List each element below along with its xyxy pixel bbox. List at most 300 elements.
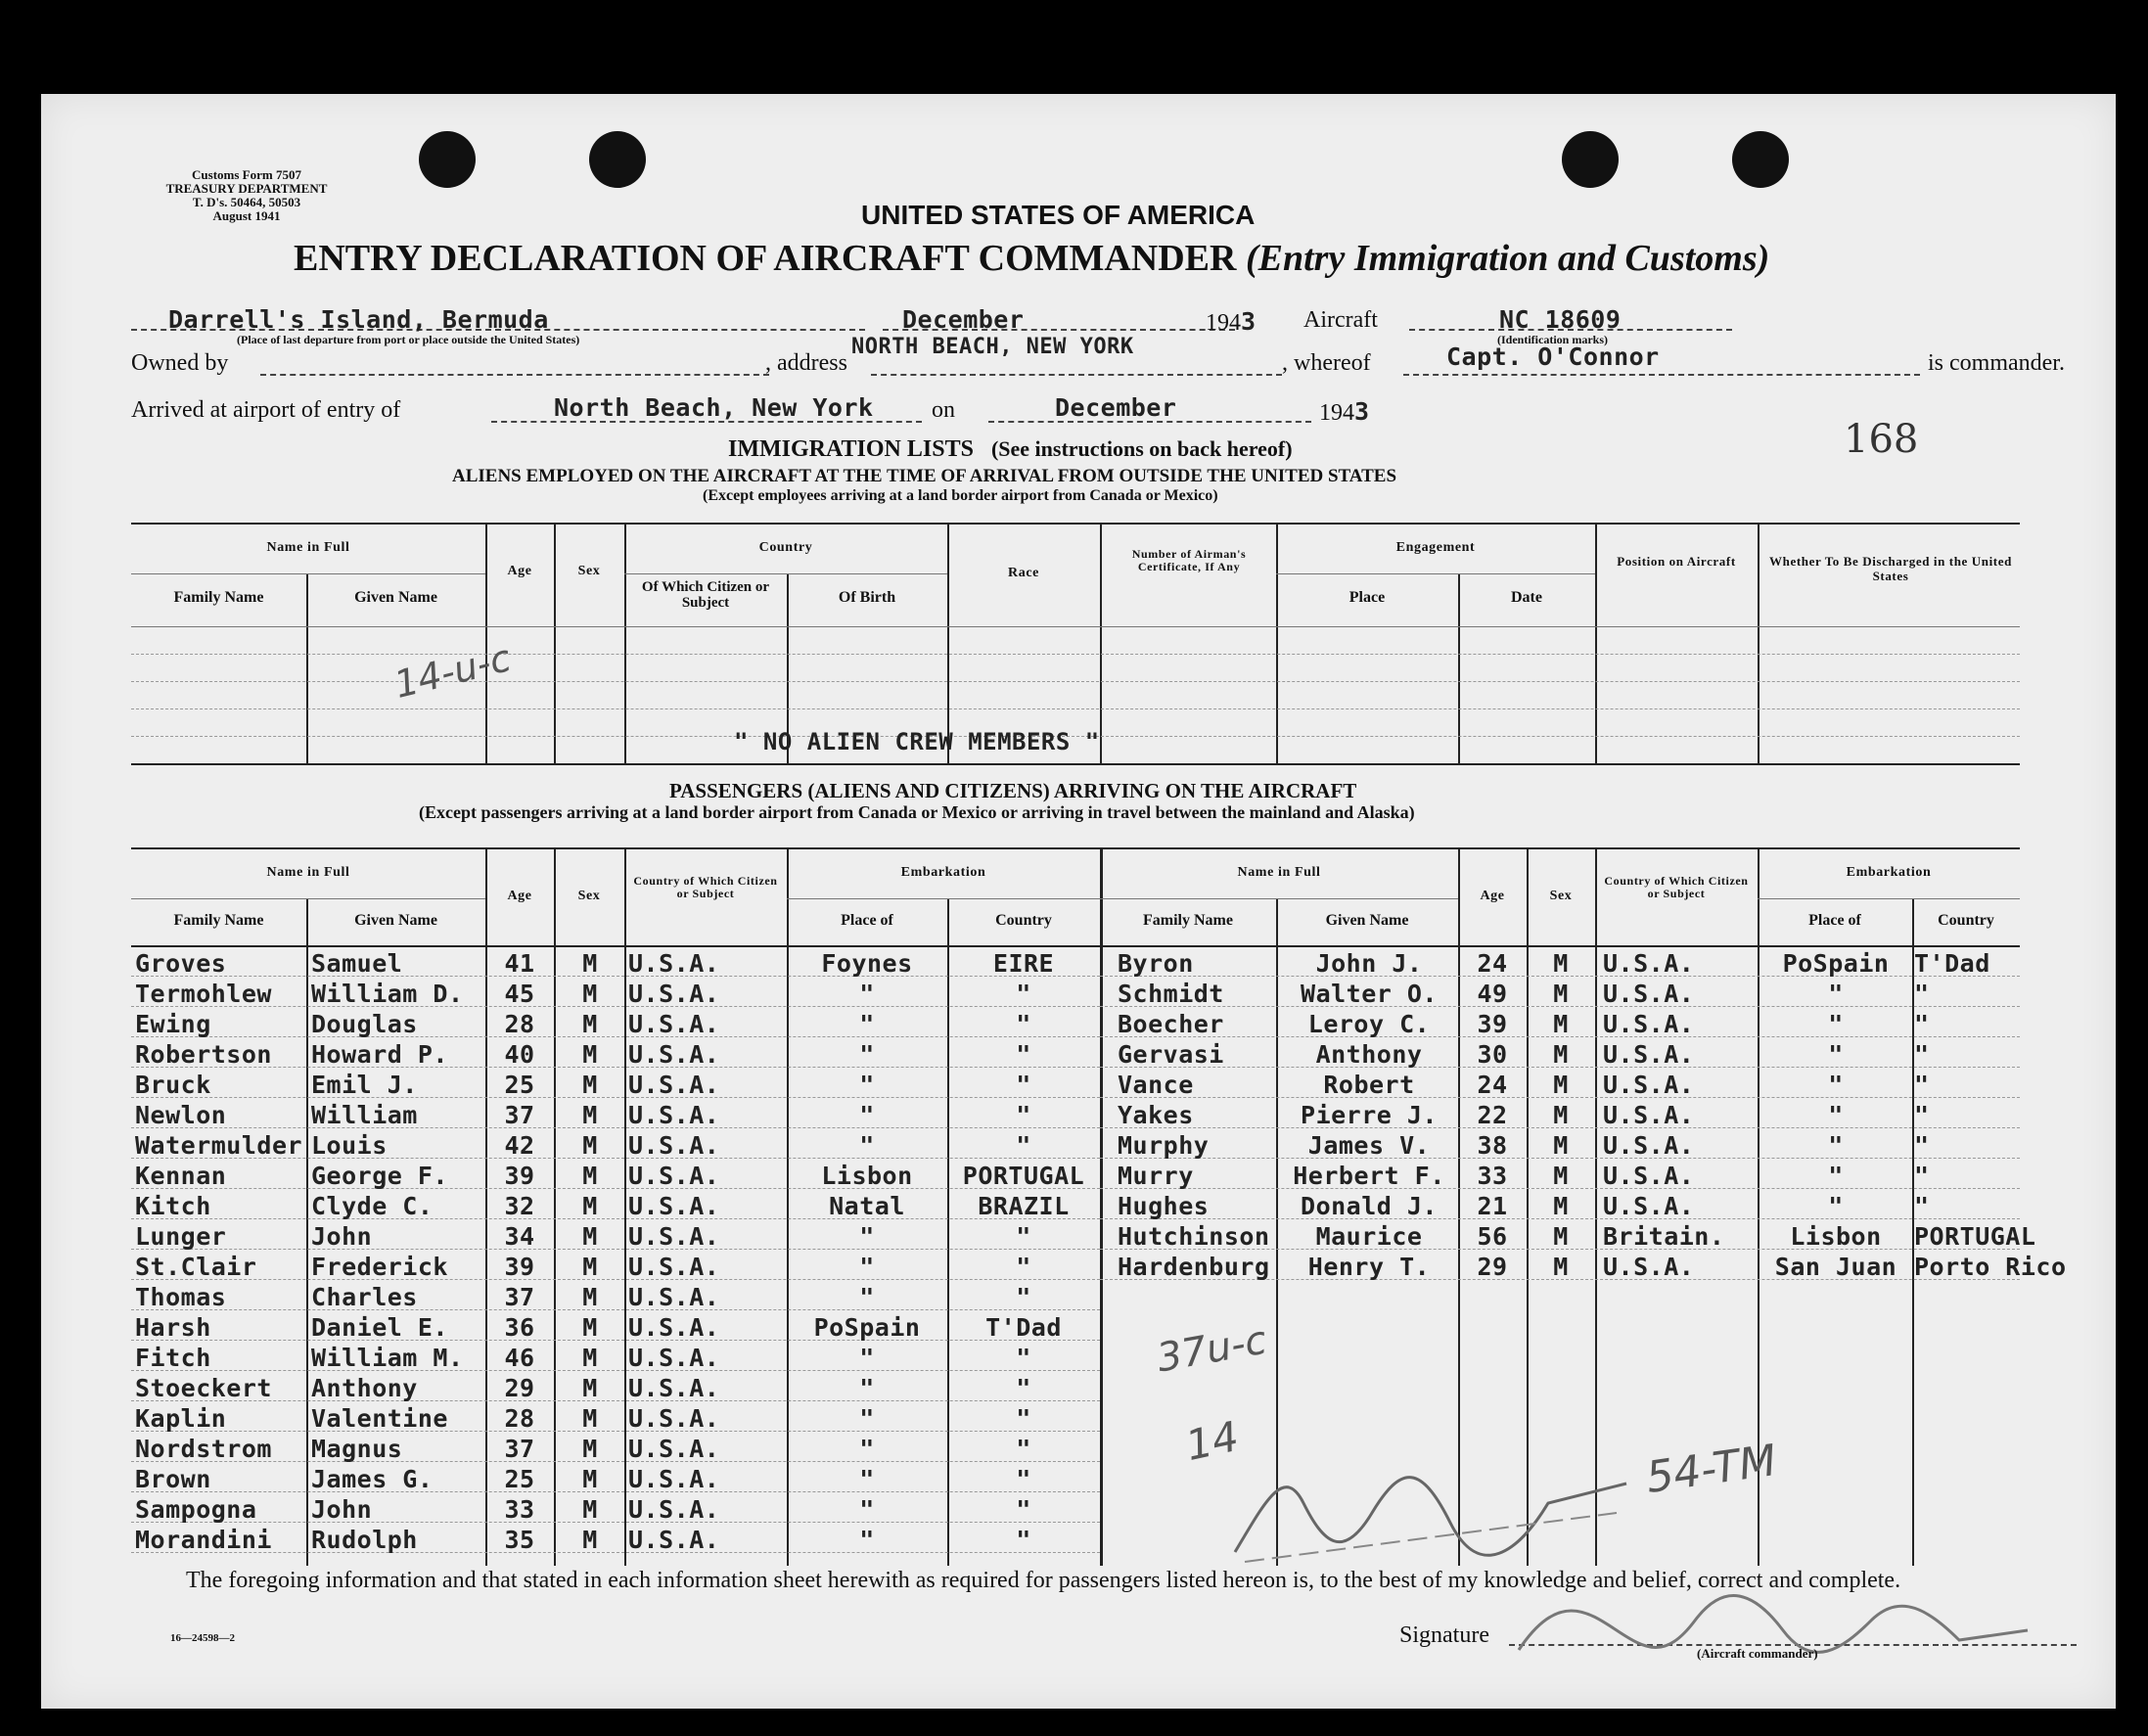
passenger-age: 24 <box>1477 949 1508 978</box>
passenger-citizen: U.S.A. <box>628 1526 720 1554</box>
passenger-country: " <box>1914 1040 1930 1069</box>
handwritten-note-time: 54-TM <box>1643 1435 1780 1504</box>
passenger-citizen: U.S.A. <box>1603 980 1695 1008</box>
handwritten-scribble <box>1225 1444 1636 1572</box>
pax-col-family: Family Name <box>173 912 264 929</box>
passenger-place: " <box>1828 1131 1844 1160</box>
passenger-family: Kaplin <box>135 1404 227 1433</box>
passenger-place: " <box>859 1253 875 1281</box>
crew-col-date: Date <box>1511 589 1542 606</box>
passenger-place: " <box>1828 1040 1844 1069</box>
passenger-age: 42 <box>504 1131 535 1160</box>
passenger-age: 33 <box>504 1495 535 1524</box>
pax-col-embarkation: Embarkation <box>900 865 986 880</box>
aircraft-label: Aircraft <box>1303 307 1378 333</box>
passenger-given: Daniel E. <box>311 1313 448 1342</box>
arrived-label: Arrived at airport of entry of <box>131 397 401 423</box>
passenger-citizen: U.S.A. <box>628 1435 720 1463</box>
passenger-place: " <box>859 1495 875 1524</box>
passenger-given: William M. <box>311 1344 464 1372</box>
pax-col-name-in-full: Name in Full <box>266 865 350 880</box>
passenger-country: " <box>1016 1526 1031 1554</box>
passenger-given: Leroy C. <box>1307 1010 1431 1038</box>
punch-hole <box>589 131 646 188</box>
passenger-country: " <box>1016 1495 1031 1524</box>
passenger-age: 28 <box>504 1010 535 1038</box>
punch-hole <box>1562 131 1619 188</box>
passenger-place: San Juan <box>1774 1253 1897 1281</box>
page-number: 168 <box>1844 417 1919 462</box>
passenger-family: Termohlew <box>135 980 272 1008</box>
passenger-country: " <box>1016 1374 1031 1402</box>
departure-year <box>1206 307 1257 337</box>
passenger-given: James G. <box>311 1465 434 1493</box>
crew-col-given: Given Name <box>354 589 437 606</box>
passenger-place: " <box>859 1131 875 1160</box>
passenger-citizen: U.S.A. <box>1603 1253 1695 1281</box>
passenger-citizen: U.S.A. <box>628 1465 720 1493</box>
year-prefix: 194 <box>1206 310 1241 336</box>
passenger-country: PORTUGAL <box>962 1162 1085 1190</box>
passenger-age: 37 <box>504 1283 535 1311</box>
passenger-country: " <box>1914 1101 1930 1129</box>
passenger-family: Fitch <box>135 1344 211 1372</box>
address-value: NORTH BEACH, NEW YORK <box>851 335 1134 359</box>
passenger-given: George F. <box>311 1162 448 1190</box>
form-title <box>294 237 1769 280</box>
passenger-family: Brown <box>135 1465 211 1493</box>
passenger-sex: M <box>582 1192 598 1220</box>
passenger-given: Charles <box>311 1283 418 1311</box>
passenger-given: Emil J. <box>311 1071 418 1099</box>
passenger-country: " <box>1016 980 1031 1008</box>
passenger-family: Hardenburg <box>1118 1253 1270 1281</box>
passenger-age: 49 <box>1477 980 1508 1008</box>
passenger-place: " <box>859 980 875 1008</box>
passenger-country: BRAZIL <box>978 1192 1070 1220</box>
passenger-age: 25 <box>504 1071 535 1099</box>
passenger-given: Maurice <box>1315 1222 1423 1251</box>
passenger-country: " <box>1016 1040 1031 1069</box>
passenger-place: " <box>1828 980 1844 1008</box>
signature-caption: (Aircraft commander) <box>1697 1646 1818 1661</box>
passenger-given: John <box>311 1495 373 1524</box>
passenger-country: EIRE <box>992 949 1055 978</box>
passenger-age: 22 <box>1477 1101 1508 1129</box>
passenger-citizen: Britain. <box>1603 1222 1725 1251</box>
passenger-age: 33 <box>1477 1162 1508 1190</box>
passenger-family: St.Clair <box>135 1253 257 1281</box>
passenger-place: " <box>859 1435 875 1463</box>
passenger-family: Nordstrom <box>135 1435 272 1463</box>
passenger-sex: M <box>582 1495 598 1524</box>
pax-col-sex: Sex <box>577 889 601 903</box>
immigration-heading <box>728 436 1293 463</box>
passenger-place: " <box>859 1374 875 1402</box>
passenger-place: Natal <box>829 1192 905 1220</box>
passenger-family: Groves <box>135 949 227 978</box>
passenger-citizen: U.S.A. <box>628 1495 720 1524</box>
passenger-citizen: U.S.A. <box>628 1192 720 1220</box>
passenger-sex: M <box>582 1131 598 1160</box>
form-number: Customs Form 7507 <box>192 167 301 182</box>
aliens-title: ALIENS EMPLOYED ON THE AIRCRAFT AT THE TIME OF ARRIVAL FROM OUTSIDE THE UNITED STATES <box>452 466 1397 486</box>
pax-col-name-in-full-right: Name in Full <box>1237 865 1321 880</box>
departure-month: December <box>902 305 1025 334</box>
passenger-family: Schmidt <box>1118 980 1224 1008</box>
passenger-country: " <box>1914 980 1930 1008</box>
is-commander-label: is commander. <box>1928 350 2065 376</box>
passenger-given: John J. <box>1315 949 1423 978</box>
passenger-place: " <box>859 1010 875 1038</box>
arrival-year-prefix: 194 <box>1319 400 1354 426</box>
passenger-sex: M <box>582 1404 598 1433</box>
passenger-age: 37 <box>504 1101 535 1129</box>
passenger-family: Byron <box>1118 949 1194 978</box>
passenger-sex: M <box>1553 980 1569 1008</box>
passenger-country: " <box>1016 1222 1031 1251</box>
passenger-family: Morandini <box>135 1526 272 1554</box>
passenger-sex: M <box>582 1222 598 1251</box>
passenger-citizen: U.S.A. <box>1603 1040 1695 1069</box>
passenger-age: 29 <box>504 1374 535 1402</box>
handwritten-note-count: 37u-c <box>1153 1317 1270 1382</box>
passenger-age: 34 <box>504 1222 535 1251</box>
immigration-instructions: (See instructions on back hereof) <box>990 436 1293 461</box>
passenger-place: PoSpain <box>1782 949 1890 978</box>
passenger-given: Louis <box>311 1131 388 1160</box>
crew-col-name-in-full: Name in Full <box>266 540 350 555</box>
pax-col-sex-right: Sex <box>1549 889 1573 903</box>
crew-col-discharged: Whether To Be Discharged in the United States <box>1769 554 2012 583</box>
passenger-citizen: U.S.A. <box>628 1071 720 1099</box>
print-code: 16—24598—2 <box>170 1632 235 1644</box>
commander-name: Capt. O'Connor <box>1446 343 1660 371</box>
passenger-place: " <box>859 1071 875 1099</box>
passenger-country: T'Dad <box>1914 949 1990 978</box>
passenger-sex: M <box>582 1344 598 1372</box>
form-title-italic: (Entry Immigration and Customs) <box>1245 238 1770 279</box>
passenger-country: " <box>1914 1071 1930 1099</box>
passenger-age: 37 <box>504 1435 535 1463</box>
passenger-citizen: U.S.A. <box>1603 1101 1695 1129</box>
passenger-age: 21 <box>1477 1192 1508 1220</box>
passenger-citizen: U.S.A. <box>628 1010 720 1038</box>
passenger-given: Valentine <box>311 1404 448 1433</box>
passenger-sex: M <box>582 1435 598 1463</box>
passenger-citizen: U.S.A. <box>628 1283 720 1311</box>
pax-col-family-right: Family Name <box>1143 912 1233 929</box>
handwritten-note-14: 14 <box>1181 1411 1243 1471</box>
passenger-place: " <box>1828 1162 1844 1190</box>
passenger-sex: M <box>582 1071 598 1099</box>
passenger-country: " <box>1016 1404 1031 1433</box>
pax-col-age-right: Age <box>1480 889 1505 903</box>
passenger-sex: M <box>582 1101 598 1129</box>
crew-col-age: Age <box>507 564 532 578</box>
passenger-country: " <box>1016 1283 1031 1311</box>
passenger-age: 56 <box>1477 1222 1508 1251</box>
crew-col-cert: Number of Airman's Certificate, If Any <box>1131 547 1247 573</box>
crew-col-engagement: Engagement <box>1395 540 1476 555</box>
passenger-family: Harsh <box>135 1313 211 1342</box>
passenger-citizen: U.S.A. <box>628 980 720 1008</box>
passenger-family: Murphy <box>1118 1131 1210 1160</box>
signature-label: Signature <box>1399 1622 1489 1648</box>
passenger-given: Clyde C. <box>311 1192 434 1220</box>
passenger-family: Thomas <box>135 1283 227 1311</box>
passenger-given: Henry T. <box>1307 1253 1431 1281</box>
passenger-place: " <box>859 1526 875 1554</box>
pax-col-place: Place of <box>841 912 893 929</box>
passenger-family: Hutchinson <box>1118 1222 1270 1251</box>
passenger-sex: M <box>1553 1071 1569 1099</box>
passenger-family: Newlon <box>135 1101 227 1129</box>
form-td: T. D's. 50464, 50503 <box>192 195 301 209</box>
passenger-given: Howard P. <box>311 1040 448 1069</box>
passenger-country: " <box>1016 1435 1031 1463</box>
passenger-age: 46 <box>504 1344 535 1372</box>
passengers-title-text: PASSENGERS (ALIENS AND CITIZENS) ARRIVING ON THE AIRCRAFT <box>669 779 1357 802</box>
passenger-citizen: U.S.A. <box>628 1040 720 1069</box>
passenger-family: Lunger <box>135 1222 227 1251</box>
passenger-place: PoSpain <box>813 1313 921 1342</box>
crew-col-position: Position on Aircraft <box>1617 554 1736 569</box>
form-department: TREASURY DEPARTMENT <box>165 181 328 196</box>
passenger-given: Frederick <box>311 1253 448 1281</box>
passenger-citizen: U.S.A. <box>628 1344 720 1372</box>
passenger-place: Lisbon <box>821 1162 913 1190</box>
passenger-citizen: U.S.A. <box>1603 1071 1695 1099</box>
passenger-sex: M <box>1553 1253 1569 1281</box>
year-digit: 3 <box>1241 307 1257 336</box>
passenger-age: 40 <box>504 1040 535 1069</box>
passenger-family: Sampogna <box>135 1495 257 1524</box>
id-caption: (Identification marks) <box>1497 333 1608 346</box>
passenger-sex: M <box>582 1313 598 1342</box>
passenger-given: Walter O. <box>1301 980 1438 1008</box>
passenger-citizen: U.S.A. <box>628 1101 720 1129</box>
passenger-family: Robertson <box>135 1040 272 1069</box>
passenger-family: Murry <box>1118 1162 1194 1190</box>
passenger-given: Samuel <box>311 949 403 978</box>
passenger-sex: M <box>582 1253 598 1281</box>
crew-col-birth: Of Birth <box>838 589 896 606</box>
arrival-month: December <box>1055 393 1177 422</box>
crew-col-place: Place <box>1348 589 1386 606</box>
passenger-country: PORTUGAL <box>1914 1222 2036 1251</box>
passenger-family: Vance <box>1118 1071 1194 1099</box>
pax-col-given: Given Name <box>354 912 437 929</box>
passenger-given: Anthony <box>1315 1040 1423 1069</box>
passengers-title <box>669 779 1356 803</box>
passenger-place: " <box>1828 1101 1844 1129</box>
crew-col-race: Race <box>1008 566 1039 580</box>
passenger-age: 25 <box>504 1465 535 1493</box>
pax-col-country2: Country <box>995 912 1052 929</box>
pax-col-country2-right: Country <box>1938 912 1994 929</box>
passenger-place: " <box>1828 1010 1844 1038</box>
form-id-block <box>159 168 335 223</box>
passenger-family: Hughes <box>1118 1192 1210 1220</box>
passenger-place: " <box>859 1344 875 1372</box>
passenger-country: " <box>1016 1071 1031 1099</box>
passenger-sex: M <box>582 1526 598 1554</box>
crew-col-sex: Sex <box>577 564 601 578</box>
crew-col-country: Country <box>758 540 813 555</box>
passenger-citizen: U.S.A. <box>628 1131 720 1160</box>
passenger-country: Porto Rico <box>1914 1253 2067 1281</box>
passenger-sex: M <box>1553 1222 1569 1251</box>
passenger-sex: M <box>1553 1131 1569 1160</box>
passenger-citizen: U.S.A. <box>1603 1192 1695 1220</box>
passenger-age: 30 <box>1477 1040 1508 1069</box>
passenger-citizen: U.S.A. <box>628 1162 720 1190</box>
aircraft-id: NC 18609 <box>1499 305 1622 334</box>
passenger-sex: M <box>582 1010 598 1038</box>
passenger-age: 39 <box>504 1253 535 1281</box>
passenger-place: Lisbon <box>1790 1222 1882 1251</box>
passenger-place: " <box>859 1404 875 1433</box>
passenger-given: Anthony <box>311 1374 418 1402</box>
passenger-sex: M <box>582 1283 598 1311</box>
passenger-given: William <box>311 1101 418 1129</box>
passenger-country: " <box>1016 1344 1031 1372</box>
passenger-sex: M <box>582 1465 598 1493</box>
passenger-family: Yakes <box>1118 1101 1194 1129</box>
passenger-family: Bruck <box>135 1071 211 1099</box>
passengers-subtitle: (Except passengers arriving at a land border airport from Canada or Mexico or arriving in travel between the mainland and Alaska) <box>419 802 1415 822</box>
crew-col-citizen: Of Which Citizen or Subject <box>641 579 770 611</box>
passenger-citizen: U.S.A. <box>1603 1010 1695 1038</box>
passenger-place: " <box>859 1040 875 1069</box>
passenger-place: " <box>859 1222 875 1251</box>
pax-col-given-right: Given Name <box>1325 912 1409 929</box>
passenger-citizen: U.S.A. <box>628 1404 720 1433</box>
passenger-citizen: U.S.A. <box>628 1253 720 1281</box>
passenger-given: Magnus <box>311 1435 403 1463</box>
declaration-statement: The foregoing information and that stated in each information sheet herewith as required for passengers listed hereon is, to the best of my knowledge and belief, correct and complete. <box>186 1568 1901 1593</box>
passenger-age: 36 <box>504 1313 535 1342</box>
passenger-given: Douglas <box>311 1010 418 1038</box>
passenger-family: Boecher <box>1118 1010 1224 1038</box>
arrival-airport: North Beach, New York <box>554 393 874 422</box>
pax-col-age: Age <box>507 889 532 903</box>
passenger-sex: M <box>582 1040 598 1069</box>
passenger-citizen: U.S.A. <box>628 1374 720 1402</box>
pax-col-embarkation-right: Embarkation <box>1846 865 1932 880</box>
passenger-sex: M <box>1553 949 1569 978</box>
address-label: , address <box>765 350 847 376</box>
passenger-sex: M <box>1553 1192 1569 1220</box>
passenger-citizen: U.S.A. <box>628 949 720 978</box>
passenger-given: John <box>311 1222 373 1251</box>
passenger-sex: M <box>582 1162 598 1190</box>
passenger-family: Ewing <box>135 1010 211 1038</box>
passenger-family: Watermulder <box>135 1131 303 1160</box>
passenger-sex: M <box>1553 1101 1569 1129</box>
passenger-age: 32 <box>504 1192 535 1220</box>
departure-caption: (Place of last departure from port or place outside the United States) <box>237 333 580 346</box>
passenger-sex: M <box>582 1374 598 1402</box>
passenger-age: 35 <box>504 1526 535 1554</box>
passenger-given: Robert <box>1323 1071 1415 1099</box>
punch-hole <box>419 131 476 188</box>
passenger-country: T'Dad <box>985 1313 1062 1342</box>
passenger-age: 39 <box>1477 1010 1508 1038</box>
passenger-sex: M <box>1553 1162 1569 1190</box>
passenger-country: " <box>1914 1192 1930 1220</box>
pax-col-place-right: Place of <box>1808 912 1861 929</box>
passenger-family: Stoeckert <box>135 1374 272 1402</box>
on-label: on <box>932 397 955 423</box>
arrival-year <box>1319 397 1370 427</box>
passenger-place: " <box>1828 1192 1844 1220</box>
pax-col-country: Country of Which Citizen or Subject <box>633 874 778 900</box>
form-date: August 1941 <box>212 208 281 223</box>
passenger-age: 45 <box>504 980 535 1008</box>
whereof-label: , whereof <box>1282 350 1371 376</box>
immigration-title: IMMIGRATION LISTS <box>728 436 974 462</box>
country-heading: UNITED STATES OF AMERICA <box>861 200 1256 230</box>
passenger-given: Herbert F. <box>1293 1162 1445 1190</box>
passenger-citizen: U.S.A. <box>1603 1162 1695 1190</box>
passenger-place: " <box>859 1465 875 1493</box>
owned-by-label: Owned by <box>131 350 229 376</box>
passenger-sex: M <box>582 949 598 978</box>
passenger-given: Donald J. <box>1301 1192 1438 1220</box>
passenger-age: 39 <box>504 1162 535 1190</box>
passenger-place: " <box>1828 1071 1844 1099</box>
passenger-country: " <box>1016 1465 1031 1493</box>
passenger-country: " <box>1914 1162 1930 1190</box>
passenger-country: " <box>1914 1010 1930 1038</box>
passenger-age: 38 <box>1477 1131 1508 1160</box>
passenger-place: " <box>859 1283 875 1311</box>
passenger-sex: M <box>582 980 598 1008</box>
document-sheet <box>41 94 2116 1709</box>
passenger-age: 41 <box>504 949 535 978</box>
passenger-country: " <box>1914 1131 1930 1160</box>
passenger-age: 24 <box>1477 1071 1508 1099</box>
no-alien-crew-note: " NO ALIEN CREW MEMBERS " <box>734 728 1100 755</box>
arrival-year-digit: 3 <box>1354 397 1370 426</box>
passenger-sex: M <box>1553 1040 1569 1069</box>
passenger-family: Gervasi <box>1118 1040 1224 1069</box>
passenger-sex: M <box>1553 1010 1569 1038</box>
handwritten-crew-note: 14-u-c <box>389 636 516 707</box>
passenger-given: James V. <box>1307 1131 1431 1160</box>
passenger-country: " <box>1016 1010 1031 1038</box>
passenger-citizen: U.S.A. <box>628 1222 720 1251</box>
passenger-given: Rudolph <box>311 1526 418 1554</box>
passenger-place: Foynes <box>821 949 913 978</box>
passenger-given: Pierre J. <box>1301 1101 1438 1129</box>
crew-col-family: Family Name <box>173 589 264 606</box>
pax-col-country-right: Country of Which Citizen or Subject <box>1604 874 1749 900</box>
passenger-citizen: U.S.A. <box>1603 1131 1695 1160</box>
passenger-citizen: U.S.A. <box>1603 949 1695 978</box>
passenger-place: " <box>859 1101 875 1129</box>
passenger-family: Kitch <box>135 1192 211 1220</box>
aliens-subtitle: (Except employees arriving at a land border airport from Canada or Mexico) <box>703 487 1218 504</box>
passenger-country: " <box>1016 1131 1031 1160</box>
passenger-citizen: U.S.A. <box>628 1313 720 1342</box>
form-title-main: ENTRY DECLARATION OF AIRCRAFT COMMANDER <box>294 238 1237 279</box>
punch-hole <box>1732 131 1789 188</box>
passenger-age: 29 <box>1477 1253 1508 1281</box>
passenger-age: 28 <box>504 1404 535 1433</box>
